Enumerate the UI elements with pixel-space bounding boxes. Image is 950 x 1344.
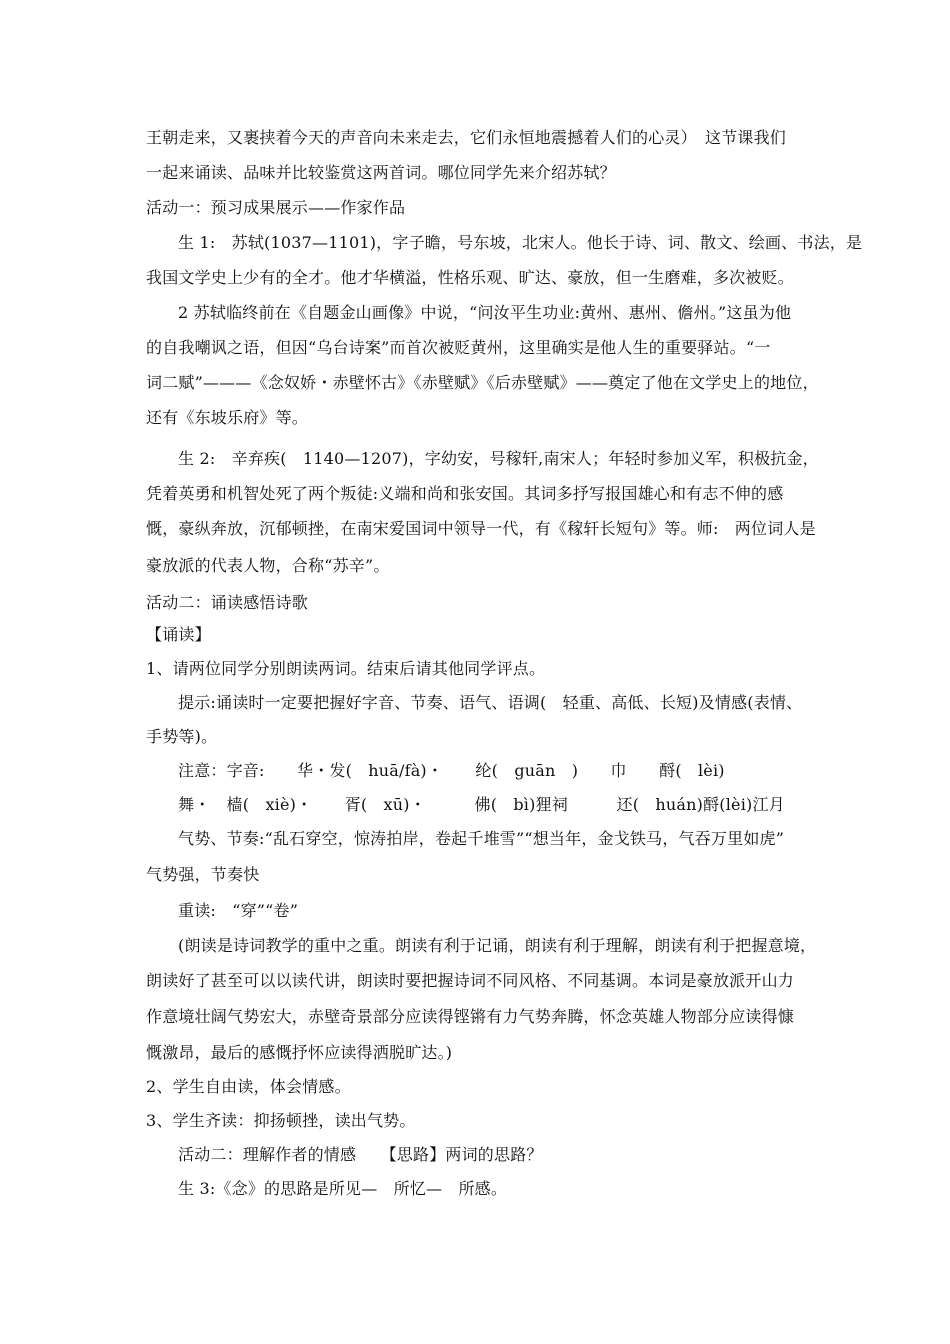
section-heading: 活动二：诵读感悟诗歌 bbox=[146, 593, 309, 612]
text-line: 慨，豪纵奔放，沉郁顿挫，在南宋爱国词中领导一代，有《稼轩长短句》等。师: 两位词人是 bbox=[146, 519, 816, 538]
text-line: (朗读是诗词教学的重中之重。朗读有利于记诵，朗读有利于理解，朗读有利于把握意境， bbox=[178, 936, 817, 955]
text-line: 气势强，节奏快 bbox=[146, 865, 260, 884]
text-line: 还有《东坡乐府》等。 bbox=[146, 408, 309, 427]
text-line: 生 3:《念》的思路是所见— 所忆— 所感。 bbox=[178, 1179, 508, 1198]
text-line: 凭着英勇和机智处死了两个叛徒:义端和尚和张安国。其词多抒写报国雄心和有志不伸的感 bbox=[146, 484, 784, 503]
text-line: 提示:诵读时一定要把握好字音、节奏、语气、语调( 轻重、高低、长短)及情感(表情、 bbox=[178, 693, 803, 712]
text-line: 3、学生齐读：抑扬顿挫，读出气势。 bbox=[146, 1111, 416, 1130]
section-heading: 【诵读】 bbox=[146, 625, 211, 644]
text-line: 生 1: 苏轼(1037—1101)，字子瞻，号东坡，北宋人。他长于诗、词、散文、绘画、书法，是 bbox=[178, 233, 863, 252]
text-line: 手势等)。 bbox=[146, 727, 218, 746]
text-line: 作意境壮阔气势宏大，赤壁奇景部分应读得铿锵有力气势奔腾，怀念英雄人物部分应读得慷 bbox=[146, 1007, 795, 1026]
text-line: 我国文学史上少有的全才。他才华横溢，性格乐观、旷达、豪放，但一生磨难，多次被贬。 bbox=[146, 268, 795, 287]
text-line: 1、请两位同学分别朗读两词。结束后请其他同学评点。 bbox=[146, 659, 546, 678]
text-line: 的自我嘲讽之语，但因“乌台诗案”而首次被贬黄州，这里确实是他人生的重要驿站。“一 bbox=[146, 338, 771, 357]
text-line: 慨激昂，最后的感慨抒怀应读得洒脱旷达。) bbox=[146, 1043, 453, 1062]
text-line: 2、学生自由读，体会情感。 bbox=[146, 1077, 351, 1096]
text-line: 王朝走来，又裹挟着今天的声音向未来走去，它们永恒地震撼着人们的心灵） 这节课我们 bbox=[146, 128, 787, 147]
text-line: 活动二：理解作者的情感 【思路】两词的思路？ bbox=[178, 1145, 543, 1164]
text-line: 舞・ 樯( xiè)・ 胥( xū)・ 佛( bì)狸祠 还( huán)酹(lèi)江月 bbox=[178, 795, 785, 814]
text-line: 朗读好了甚至可以以读代讲，朗读时要把握诗词不同风格、不同基调。本词是豪放派开山力 bbox=[146, 971, 795, 990]
text-line: 一起来诵读、品味并比较鉴赏这两首词。哪位同学先来介绍苏轼？ bbox=[146, 163, 616, 182]
text-line: 2 苏轼临终前在《自题金山画像》中说，“问汝平生功业:黄州、惠州、儋州。”这虽为他 bbox=[178, 303, 792, 322]
text-line: 注意：字音: 华・发( huā/fà)・ 纶( guān ) 巾 酹( lèi) bbox=[178, 761, 725, 780]
text-line: 豪放派的代表人物，合称“苏辛”。 bbox=[146, 556, 390, 575]
text-line: 气势、节奏:“乱石穿空，惊涛拍岸，卷起千堆雪”“想当年，金戈铁马，气吞万里如虎” bbox=[178, 829, 785, 848]
text-line: 词二赋”———《念奴娇・赤壁怀古》《赤壁赋》《后赤壁赋》——奠定了他在文学史上的地位， bbox=[146, 373, 819, 392]
text-line: 生 2: 辛弃疾( 1140—1207)，字幼安，号稼轩,南宋人；年轻时参加义军，积极抗金， bbox=[178, 449, 819, 468]
text-line: 重读: “穿”“卷” bbox=[178, 901, 299, 920]
section-heading: 活动一：预习成果展示——作家作品 bbox=[146, 198, 406, 217]
